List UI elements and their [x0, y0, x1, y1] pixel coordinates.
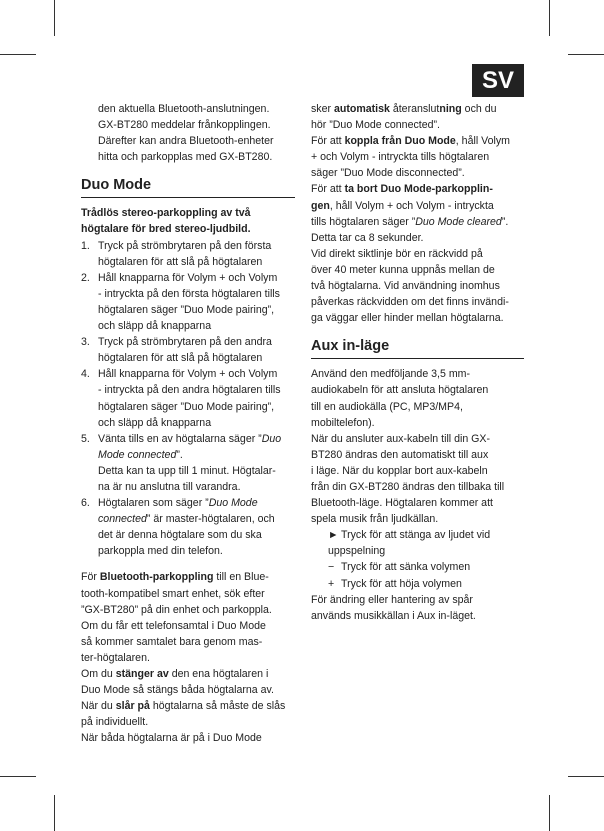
- left-column: [81, 101, 295, 746]
- stereo-subheading: högtalare för bred stereo-ljudbild.: [81, 223, 251, 236]
- volume-down-line: − Tryck för att sänka volymen: [311, 559, 524, 575]
- step-item: 4. Håll knapparna för Volym + och Volym - intryckta på den andra högtalaren tills högtalaren säger ”Duo Mode pairing”, och släpp då knapparna: [81, 368, 281, 429]
- body-line: + och Volym - intryckta tills högtalaren: [311, 151, 490, 164]
- aux-in-heading: Aux in-läge: [311, 333, 524, 359]
- body-line: Vid direkt siktlinje bör en räckvidd på: [311, 247, 483, 260]
- body-line: tooth-kompatibel smart enhet, sök efter: [81, 587, 265, 600]
- body-line: ga väggar eller hinder mellan högtalarna.: [311, 312, 504, 325]
- clear-pairing-line: För att ta bort Duo Mode-parkopplin-: [311, 183, 493, 196]
- crop-mark-bottom-left-h: [0, 776, 36, 777]
- body-line: hör ”Duo Mode connected”.: [311, 119, 440, 132]
- duo-mode-heading: Duo Mode: [81, 172, 295, 198]
- pairing-steps: [81, 238, 295, 560]
- body-line: spela musik från ljudkällan.: [311, 513, 439, 526]
- body-line: audiokabeln för att ansluta högtalaren: [311, 384, 489, 397]
- crop-mark-top-right-h: [568, 54, 604, 55]
- body-line: tills högtalaren säger ”Duo Mode cleared”.: [311, 215, 509, 228]
- body-line: i läge. När du kopplar bort aux-kabeln: [311, 464, 488, 477]
- body-line: Bluetooth-läge. Högtalaren kommer att: [311, 497, 493, 510]
- body-line: till en audiokälla (PC, MP3/MP4,: [311, 400, 463, 413]
- intro-line: Därefter kan andra Bluetooth-enheter: [98, 135, 274, 148]
- right-column: [311, 101, 524, 624]
- step-item: 2. Håll knapparna för Volym + och Volym - intryckta på den första högtalaren tills högtalaren säger ”Duo Mode pairing”, och släpp då knapparna: [81, 271, 280, 333]
- body-line: Duo Mode så stängs båda högtalarna av.: [81, 684, 274, 697]
- intro-line: den aktuella Bluetooth-anslutningen.: [98, 103, 270, 115]
- body-line: Använd den medföljande 3,5 mm-: [311, 368, 470, 381]
- body-line: på individuellt.: [81, 716, 149, 729]
- body-line: från din GX-BT280 ändras den tillbaka till: [311, 480, 505, 493]
- reconnect-line: sker automatisk återanslutning och du: [311, 103, 497, 115]
- bt-pairing-line: För Bluetooth-parkoppling till en Blue-: [81, 571, 269, 584]
- body-line: Detta tar ca 8 sekunder.: [311, 231, 424, 244]
- minus-icon: −: [328, 561, 335, 574]
- body-line: För ändring eller hantering av spår: [311, 593, 473, 606]
- intro-line: hitta och parkopplas med GX-BT280.: [98, 151, 273, 164]
- crop-mark-top-left-v: [54, 0, 55, 36]
- power-on-line: När du slår på högtalarna så måste de slås: [81, 700, 286, 713]
- disconnect-line: För att koppla från Duo Mode, håll Volym: [311, 135, 510, 148]
- volume-up-line: + Tryck för att höja volymen: [311, 576, 524, 592]
- body-line: BT280 ändras den automatiskt till aux: [311, 448, 489, 461]
- language-badge: SV: [472, 64, 524, 97]
- intro-continuation: [81, 101, 295, 165]
- step-item: 6. Högtalaren som säger ”Duo Mode connected” är master-högtalaren, och det är denna högtalare som du ska parkoppla med din telefon.: [81, 497, 275, 558]
- play-control-line: ► Tryck för att stänga av ljudet vid: [311, 527, 524, 543]
- body-line: uppspelning: [328, 545, 386, 558]
- play-icon: ►: [328, 529, 339, 542]
- body-line: används musikkällan i Aux in-läget.: [311, 609, 476, 622]
- body-line: ”GX-BT280” på din enhet och parkoppla.: [81, 603, 272, 616]
- body-line: påverkas räckvidden om det finns invändi-: [311, 296, 509, 309]
- body-line: Om du får ett telefonsamtal i Duo Mode: [81, 619, 266, 632]
- step-item: 1. Tryck på strömbrytaren på den första högtalaren för att slå på högtalaren: [81, 239, 272, 268]
- crop-mark-bottom-right-v: [549, 795, 550, 831]
- body-line: över 40 meter kunna uppnås mellan de: [311, 263, 495, 276]
- body-line: två högtalarna. Vid användning inomhus: [311, 280, 500, 293]
- intro-line: GX-BT280 meddelar frånkopplingen.: [98, 119, 271, 132]
- body-line: När båda högtalarna är på i Duo Mode: [81, 732, 262, 745]
- body-line: mobiltelefon).: [311, 416, 375, 429]
- body-line: gen, håll Volym + och Volym - intryckta: [311, 199, 494, 212]
- crop-mark-bottom-right-h: [568, 776, 604, 777]
- crop-mark-bottom-left-v: [54, 795, 55, 831]
- plus-icon: +: [328, 577, 335, 590]
- step-item: 3. Tryck på strömbrytaren på den andra högtalaren för att slå på högtalaren: [81, 336, 272, 365]
- body-line: ter-högtalaren.: [81, 651, 150, 664]
- power-off-line: Om du stänger av den ena högtalaren i: [81, 668, 269, 680]
- crop-mark-top-left-h: [0, 54, 36, 55]
- body-line: säger ”Duo Mode disconnected”.: [311, 167, 465, 180]
- body-line: så kommer samtalet bara genom mas-: [81, 635, 263, 648]
- body-line: När du ansluter aux-kabeln till din GX-: [311, 432, 491, 445]
- stereo-subheading: Trådlös stereo-parkoppling av två: [81, 207, 251, 220]
- crop-mark-top-right-v: [549, 0, 550, 36]
- step-item: 5. Vänta tills en av högtalarna säger ”Duo Mode connected”. Detta kan ta upp till 1 minut. Högtalar- na är nu anslutna till varandra.: [81, 432, 282, 493]
